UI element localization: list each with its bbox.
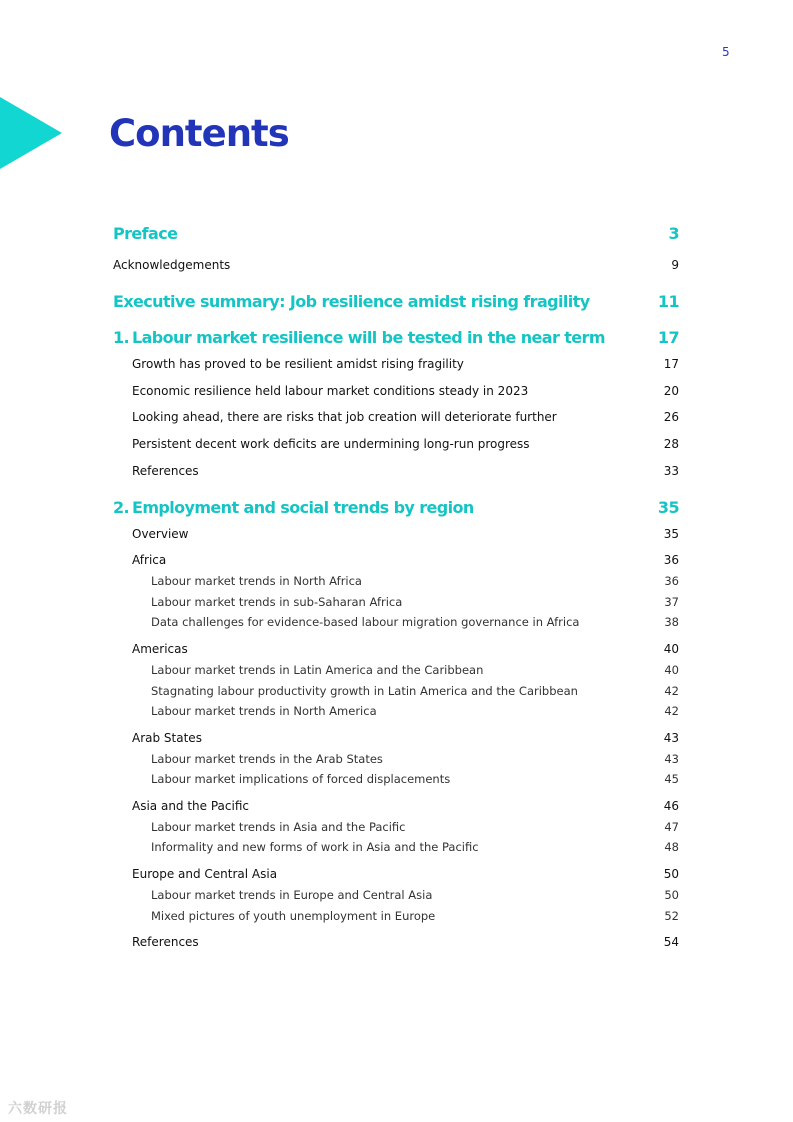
toc-label: Overview [132,527,189,541]
toc-entry[interactable] [0,799,793,821]
toc-label: Africa [132,553,167,567]
toc-page: 17 [657,328,679,347]
toc-entry[interactable] [0,840,793,862]
toc-page: 43 [664,752,679,766]
toc-page: 3 [668,224,679,243]
toc-page: 54 [663,935,679,949]
toc-label: Labour market trends in Europe and Central Asia [151,888,433,902]
toc-page: 42 [664,704,679,718]
toc-label: Data challenges for evidence-based labour migration governance in Africa [151,615,580,629]
toc-page: 26 [663,410,679,424]
toc-label: Labour market trends in Asia and the Pacific [151,820,406,834]
toc-page: 50 [663,867,679,881]
toc-label: Economic resilience held labour market conditions steady in 2023 [132,384,529,398]
toc-page: 17 [663,357,679,371]
toc-label: Executive summary: Job resilience amidst rising fragility [113,292,590,311]
toc-label: Arab States [132,731,202,745]
toc-page: 20 [663,384,679,398]
toc-label: Asia and the Pacific [132,799,249,813]
toc-page: 42 [664,684,679,698]
toc-label: References [132,935,199,949]
toc-entry[interactable] [0,410,793,432]
toc-page: 40 [663,642,679,656]
toc-entry[interactable] [0,820,793,842]
toc-label: Acknowledgements [113,258,231,272]
toc-label: Labour market trends in Latin America and the Caribbean [151,663,484,677]
toc-label: Persistent decent work deficits are undermining long-run progress [132,437,530,451]
toc-label: Growth has proved to be resilient amidst rising fragility [132,357,464,371]
watermark: 六数研报 [8,1101,68,1117]
toc-entry[interactable] [0,527,793,549]
toc-entry[interactable] [0,684,793,706]
toc-entry[interactable] [0,867,793,889]
toc-entry[interactable] [0,384,793,406]
toc-label: Looking ahead, there are risks that job creation will deteriorate further [132,410,557,424]
toc-entry-references[interactable] [0,935,793,957]
toc-page: 52 [664,909,679,923]
toc-label [113,498,474,517]
toc-entry[interactable] [0,704,793,726]
toc-entry-references[interactable] [0,464,793,486]
toc-label: Labour market trends in the Arab States [151,752,383,766]
chapter-title: Employment and social trends by region [132,498,474,517]
toc-label: Labour market trends in sub-Saharan Africa [151,595,403,609]
toc-page: 48 [664,840,679,854]
toc-label: Labour market trends in North Africa [151,574,362,588]
toc-page: 33 [663,464,679,478]
toc-entry-preface[interactable] [0,224,793,246]
toc-page: 37 [664,595,679,609]
chapter-number: 2. [113,498,130,517]
toc-entry[interactable] [0,663,793,685]
toc-entry[interactable] [0,595,793,617]
toc-entry-chapter-2[interactable] [0,498,793,520]
toc-entry[interactable] [0,437,793,459]
toc-label [113,328,605,347]
toc-entry[interactable] [0,909,793,931]
toc-entry-acknowledgements[interactable] [0,258,793,280]
toc-label: References [132,464,199,478]
toc-page: 35 [663,527,679,541]
chapter-number: 1. [113,328,130,347]
toc-label: Labour market trends in North America [151,704,377,718]
toc-page: 9 [671,258,679,272]
toc-entry[interactable] [0,731,793,753]
toc-entry[interactable] [0,772,793,794]
toc-entry-chapter-1[interactable] [0,328,793,350]
toc-label: Stagnating labour productivity growth in Latin America and the Caribbean [151,684,578,698]
toc-label: Informality and new forms of work in Asia and the Pacific [151,840,479,854]
toc-entry[interactable] [0,642,793,664]
toc-page: 36 [664,574,679,588]
toc-label: Mixed pictures of youth unemployment in Europe [151,909,436,923]
toc-page: 50 [664,888,679,902]
toc-entry[interactable] [0,574,793,596]
page-title: Contents [109,112,289,155]
arrow-decoration-icon [0,97,62,169]
toc-entry[interactable] [0,615,793,637]
toc-entry[interactable] [0,357,793,379]
toc-page: 28 [663,437,679,451]
toc-page: 35 [657,498,679,517]
toc-label: Labour market implications of forced displacements [151,772,451,786]
toc-label: Europe and Central Asia [132,867,278,881]
toc-page: 45 [664,772,679,786]
chapter-title: Labour market resilience will be tested in the near term [132,328,605,347]
toc-page: 46 [663,799,679,813]
toc-page: 36 [663,553,679,567]
toc-entry[interactable] [0,752,793,774]
toc-label: Americas [132,642,188,656]
toc-page: 40 [664,663,679,677]
toc-entry[interactable] [0,553,793,575]
toc-page: 38 [664,615,679,629]
toc-entry[interactable] [0,888,793,910]
toc-page: 43 [663,731,679,745]
toc-page: 11 [657,292,679,311]
toc-label: Preface [113,224,178,243]
page-number: 5 [722,45,730,59]
toc-page: 47 [664,820,679,834]
toc-entry-executive-summary[interactable] [0,292,793,314]
